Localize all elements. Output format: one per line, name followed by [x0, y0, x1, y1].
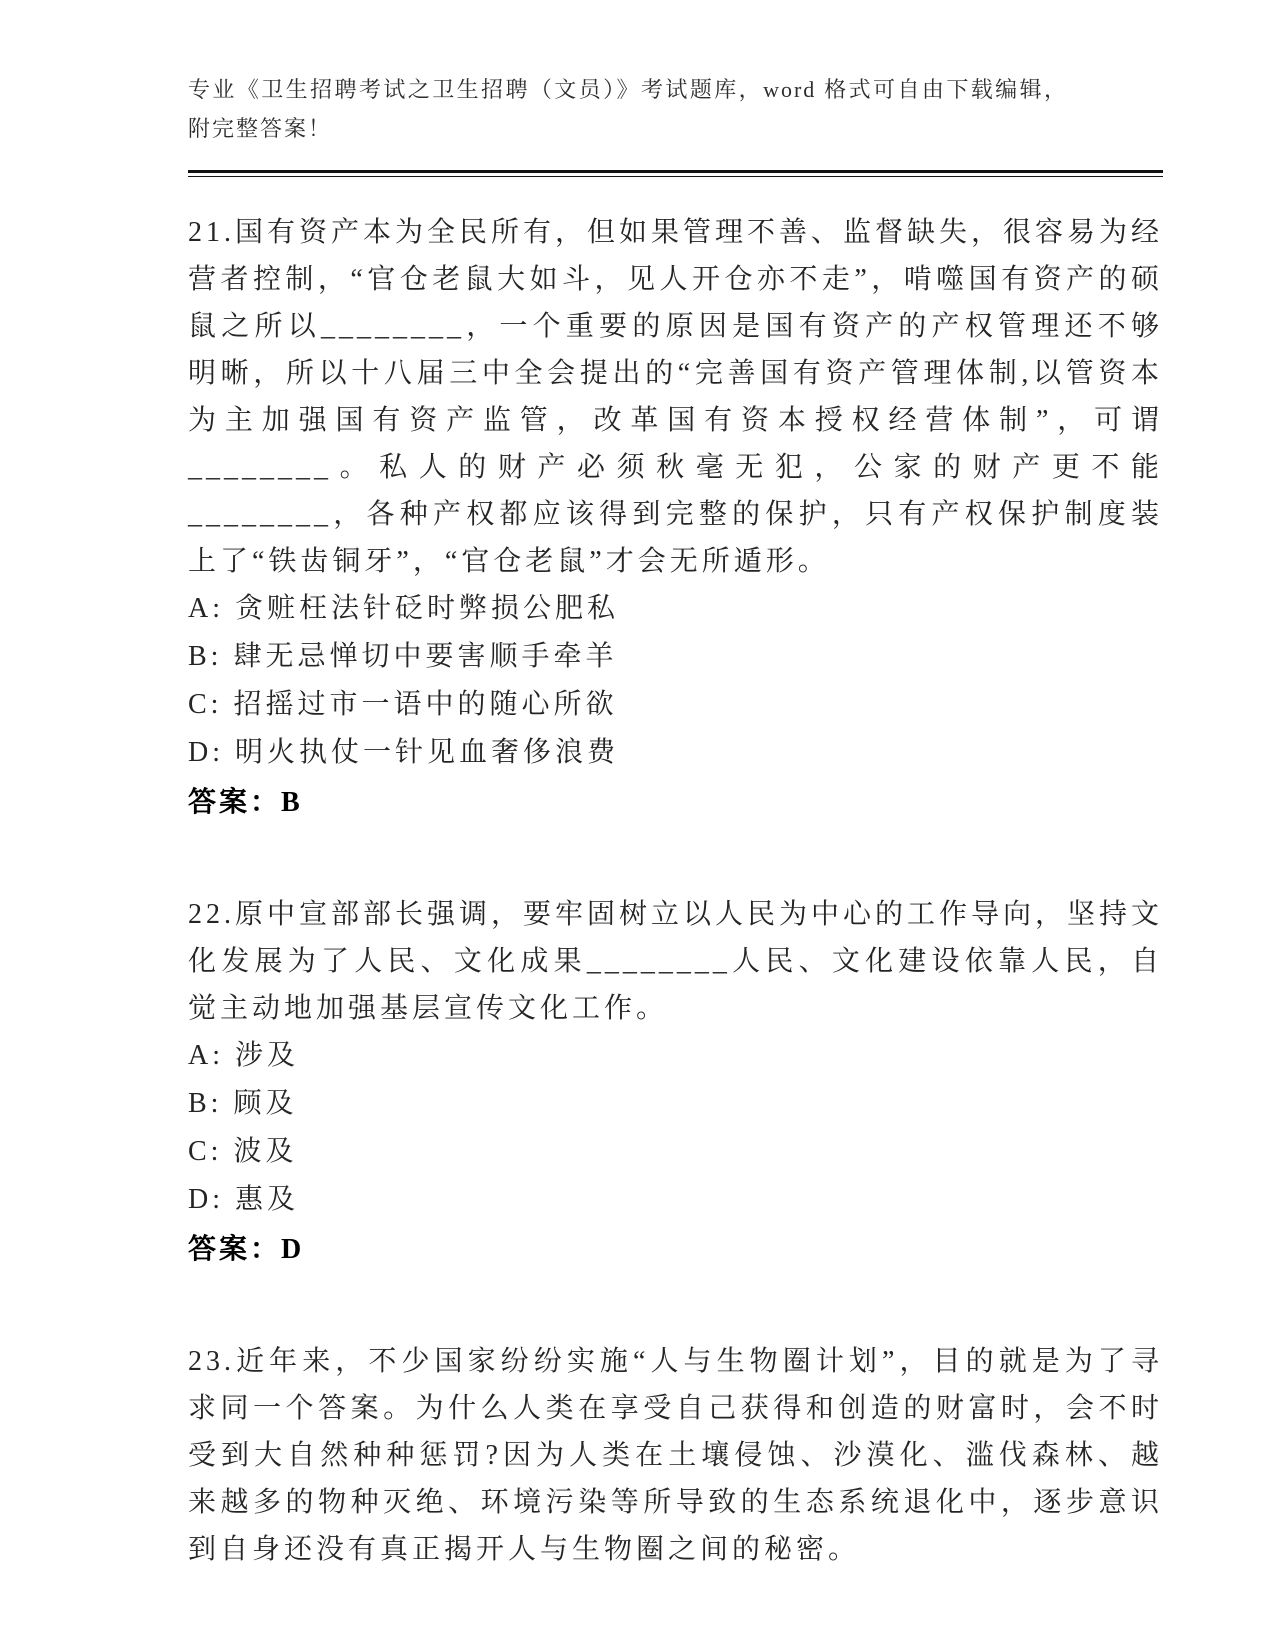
question-21-option-d: D: 明火执仗一针见血奢侈浪费 [188, 737, 620, 768]
question-22-answer [188, 1226, 1163, 1274]
header-text: 专业《卫生招聘考试之卫生招聘（文员）》考试题库，word 格式可自由下载编辑，附完整答案！ [188, 77, 1068, 141]
answer-label: 答案： [188, 787, 282, 818]
question-23 [188, 1338, 1163, 1573]
question-21-answer [188, 779, 1163, 827]
question-22 [188, 891, 1163, 1274]
question-21-option-c: C: 招摇过市一语中的随心所欲 [188, 689, 618, 720]
question-22-text: 22.原中宣部部长强调，要牢固树立以人民为中心的工作导向，坚持文化发展为了人民、文化成果________人民、文化建设依靠人民，自觉主动地加强基层宣传文化工作。 [188, 899, 1164, 1024]
question-23-text: 23.近年来，不少国家纷纷实施“人与生物圈计划”，目的就是为了寻求同一个答案。为什么人类在享受自己获得和创造的财富时，会不时受到大自然种种惩罚?因为人类在土壤侵蚀、沙漠化、滥伐森林、越来越多的物种灭绝、环境污染等所导致的生态系统退化中，逐步意识到自身还没有真正揭开人与生物圈之间的秘密。 [188, 1346, 1163, 1565]
document-content [188, 209, 1163, 1573]
question-21-text: 21.国有资产本为全民所有，但如果管理不善、监督缺失，很容易为经营者控制，“官仓老鼠大如斗，见人开仓亦不走”，啃噬国有资产的硕鼠之所以________，一个重要的原因是国有资产的产权管理还不够明晰，所以十八届三中全会提出的“完善国有资产管理体制,以管资本为主加强国有资产监管，改革国有资本授权经营体制”，可谓________。私人的财产必须秋毫无犯，公家的财产更不能________，各种产权都应该得到完整的保护，只有产权保护制度装上了“铁齿铜牙”，“官仓老鼠”才会无所遁形。 [188, 217, 1164, 577]
question-21-options [188, 585, 1163, 777]
question-22-option-a: A: 涉及 [188, 1040, 300, 1071]
question-22-option-b: B: 顾及 [188, 1088, 298, 1119]
question-22-option-c: C: 波及 [188, 1136, 298, 1167]
question-21 [188, 209, 1163, 827]
question-22-options [188, 1032, 1163, 1224]
question-21-option-a: A: 贪赃枉法针砭时弊损公肥私 [188, 593, 620, 624]
page-header [188, 70, 1068, 148]
answer-value: B [281, 787, 303, 818]
question-22-option-d: D: 惠及 [188, 1184, 300, 1215]
question-21-option-b: B: 肆无忌惮切中要害顺手牵羊 [188, 641, 618, 672]
answer-label: 答案： [188, 1234, 282, 1265]
header-divider [188, 170, 1163, 177]
answer-value: D [281, 1234, 305, 1265]
